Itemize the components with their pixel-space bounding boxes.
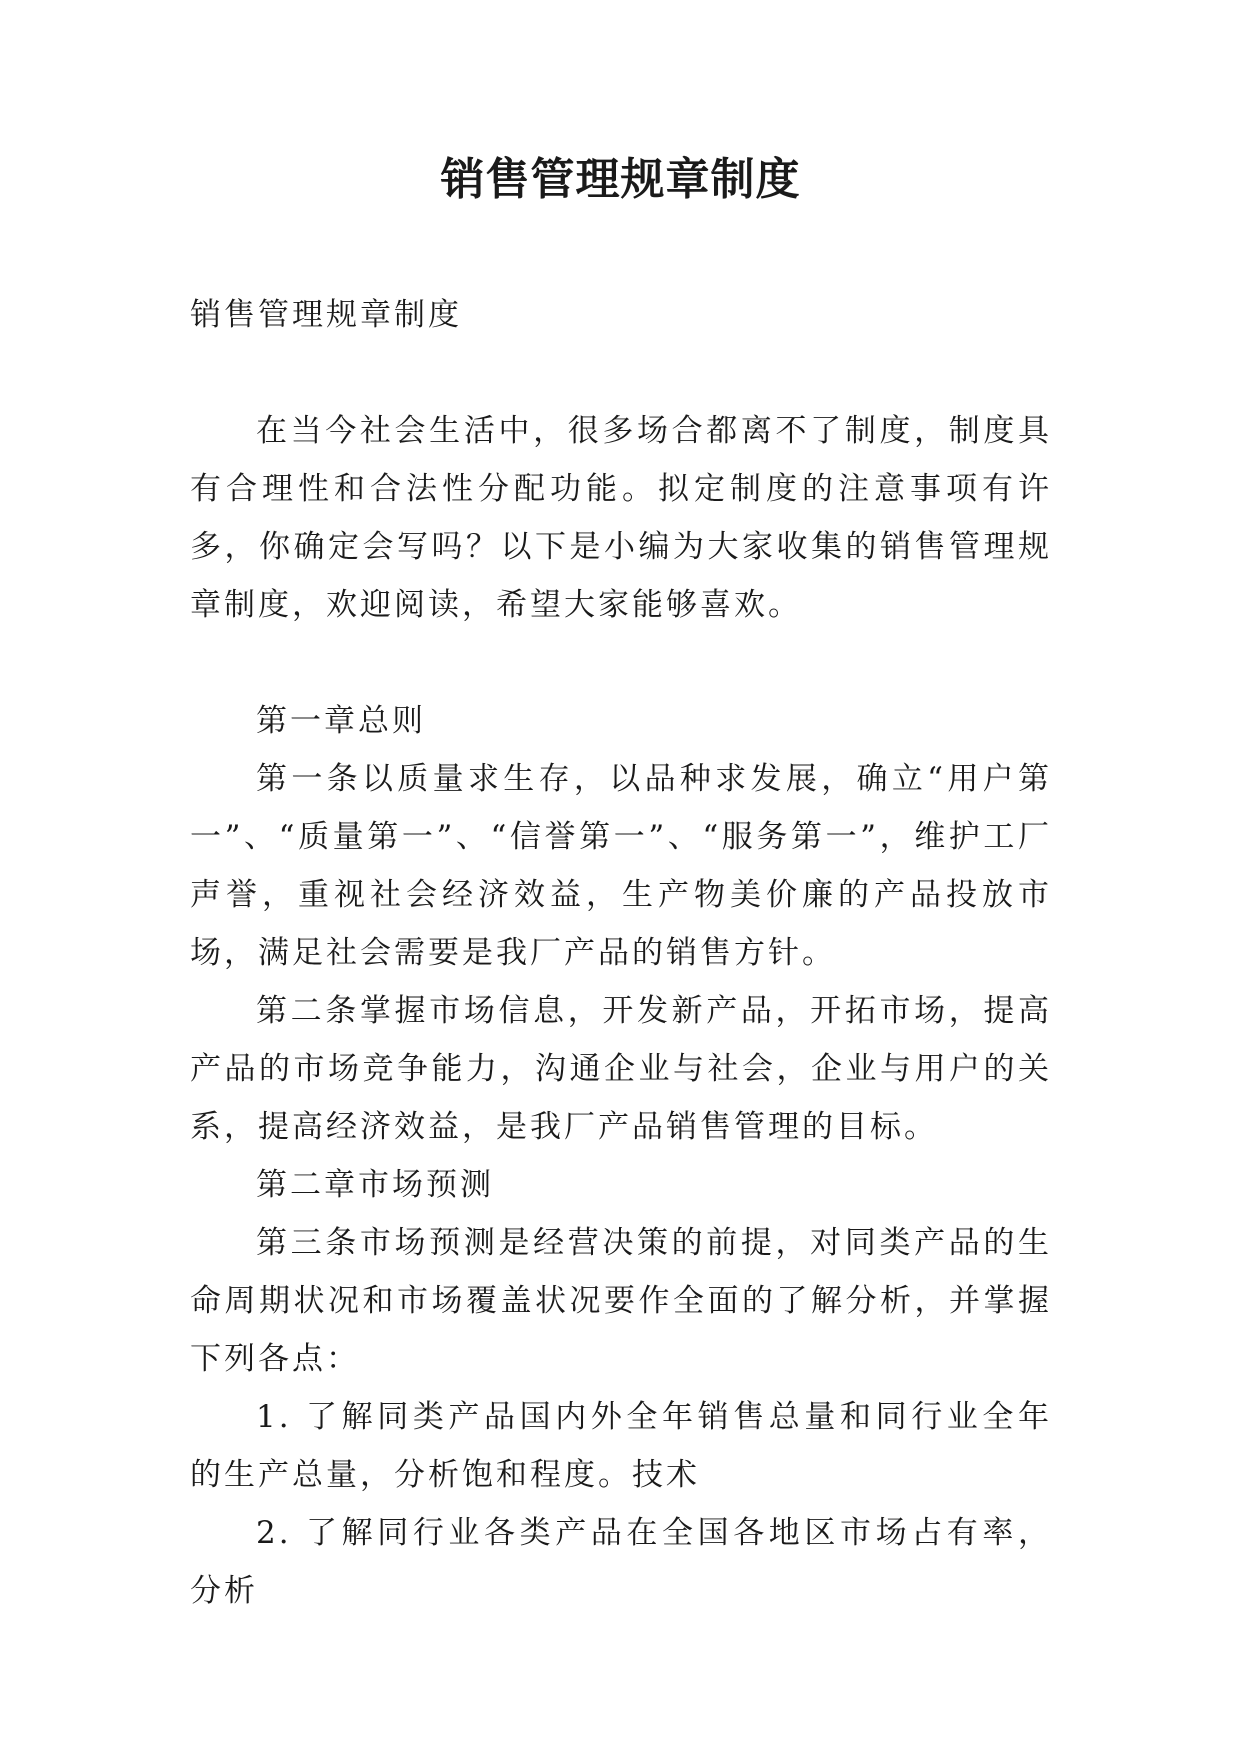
article-paragraph: 第二条掌握市场信息，开发新产品，开拓市场，提高产品的市场竞争能力，沟通企业与社会，企业与用户的关系，提高经济效益，是我厂产品销售管理的目标。 [190,993,1052,1145]
paragraph-gap [190,344,1052,402]
document-subtitle: 销售管理规章制度 [190,297,462,333]
document-title: 销售管理规章制度 [440,154,801,205]
article-paragraph: 第三条市场预测是经营决策的前提，对同类产品的生命周期状况和市场覆盖状况要作全面的了解分析，并掌握下列各点： [190,1225,1052,1377]
list-item: 1. 了解同类产品国内外全年销售总量和同行业全年的生产总量，分析饱和程度。技术 [190,1399,1052,1493]
document-body [190,286,1052,1620]
article-paragraph: 第一条以质量求生存，以品种求发展，确立“用户第一”、“质量第一”、“信誉第一”、“服务第一”，维护工厂声誉，重视社会经济效益，生产物美价廉的产品投放市场，满足社会需要是我厂产品的销售方针。 [190,761,1052,971]
list-item: 2. 了解同行业各类产品在全国各地区市场占有率，分析 [190,1515,1052,1609]
chapter-heading: 第一章总则 [256,703,426,739]
paragraph-gap [190,634,1052,692]
chapter-heading: 第二章市场预测 [256,1167,494,1203]
intro-paragraph: 在当今社会生活中，很多场合都离不了制度，制度具有合理性和合法性分配功能。拟定制度的注意事项有许多，你确定会写吗？以下是小编为大家收集的销售管理规章制度，欢迎阅读，希望大家能够喜欢。 [190,413,1052,623]
